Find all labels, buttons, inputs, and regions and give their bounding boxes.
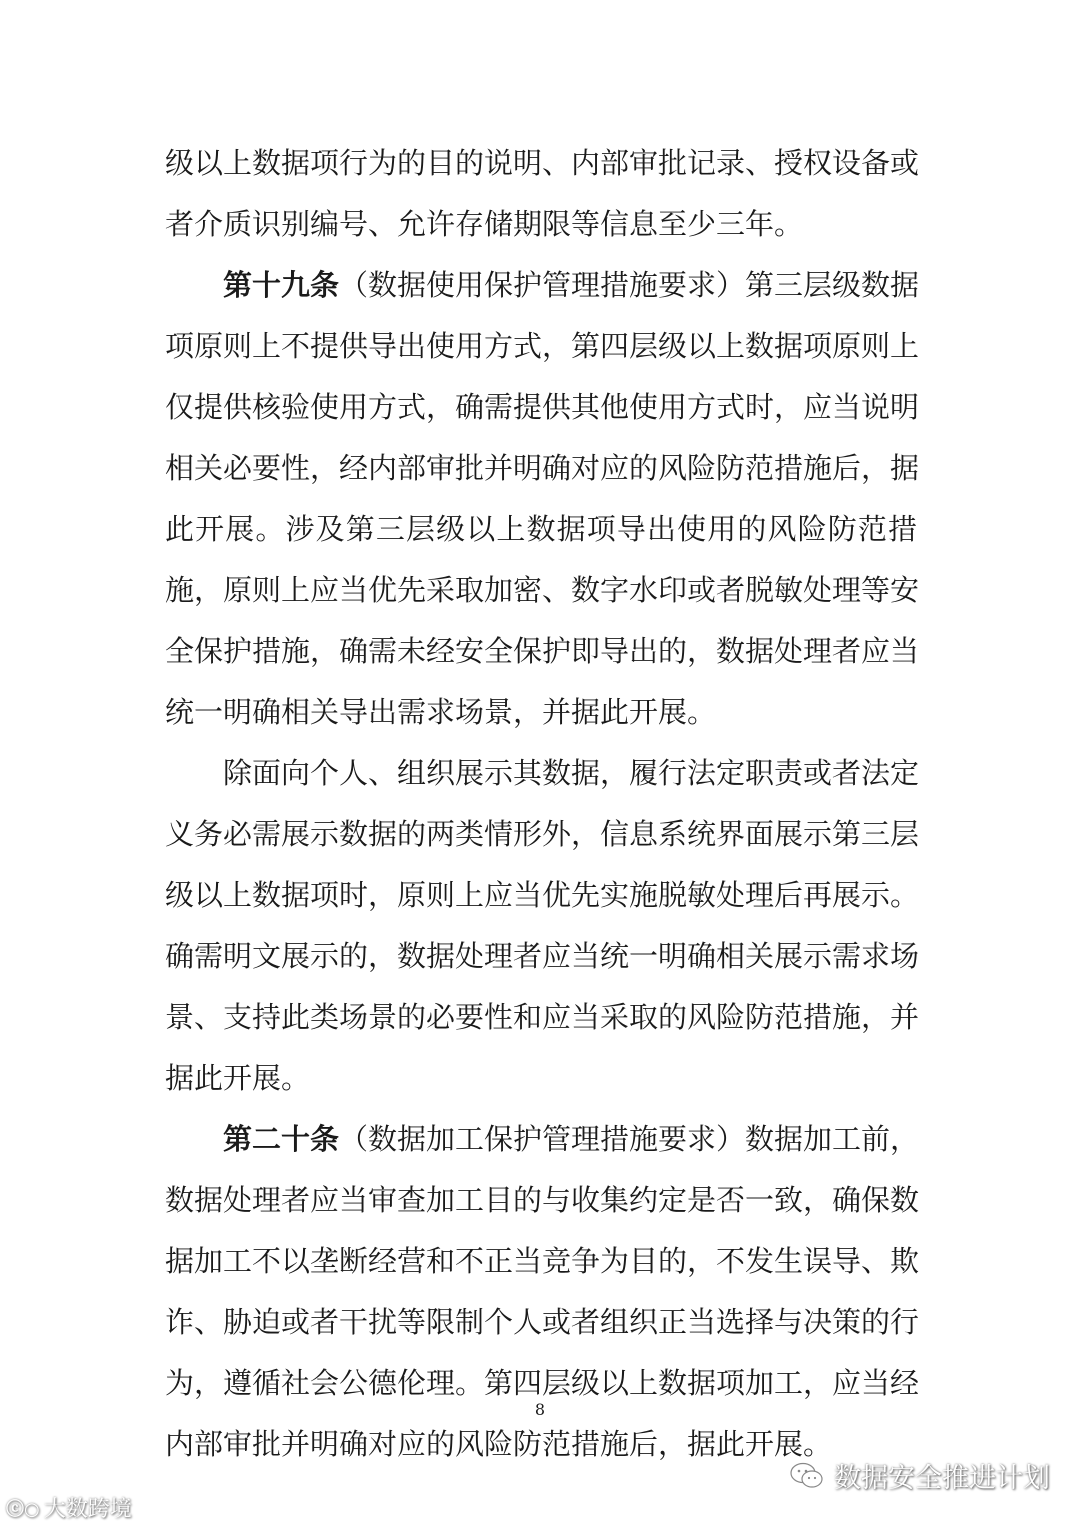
text-line (165, 377, 920, 438)
line-text: 据此开展。 (165, 1061, 311, 1095)
text-line (165, 682, 917, 743)
text-line (165, 1292, 920, 1353)
line-text: 项原则上不提供导出使用方式，第四层级以上数据项原则上 (165, 329, 920, 363)
line-text: 施，原则上应当优先采取加密、数字水印或者脱敏处理等安 (165, 573, 920, 607)
wechat-logo-icon (790, 1462, 824, 1490)
line-text: 内部审批并明确对应的风险防范措施后，据此开展。 (165, 1427, 833, 1461)
line-text: 除面向个人、组织展示其数据，履行法定职责或者法定 (223, 756, 920, 790)
line-text: 确需明文展示的，数据处理者应当统一明确相关展示需求场 (165, 939, 920, 973)
line-text: 诈、胁迫或者干扰等限制个人或者组织正当选择与决策的行 (165, 1305, 920, 1339)
text-line (165, 133, 920, 194)
line-text: 义务必需展示数据的两类情形外，信息系统界面展示第三层 (165, 817, 920, 851)
line-text: 据加工不以垄断经营和不正当竞争为目的，不发生误导、欺 (165, 1244, 920, 1278)
article-number: 第十九条 (223, 268, 340, 302)
watermark-left (6, 1492, 132, 1523)
text-line (165, 438, 920, 499)
document-body (165, 133, 920, 1475)
line-text: 相关必要性，经内部审批并明确对应的风险防范措施后，据 (165, 451, 920, 485)
text-line (165, 1109, 920, 1170)
line-text: （数据加工保护管理措施要求）数据加工前， (339, 1122, 920, 1156)
line-text: 统一明确相关导出需求场景，并据此开展。 (165, 695, 717, 729)
article-number: 第二十条 (223, 1122, 340, 1156)
text-line (165, 804, 920, 865)
line-text: 全保护措施，确需未经安全保护即导出的，数据处理者应当 (165, 634, 920, 668)
line-text: 级以上数据项行为的目的说明、内部审批记录、授权设备或 (165, 146, 920, 180)
weibo-logo-icon: ⓒ○ (6, 1498, 40, 1520)
page-number: 8 (534, 1400, 546, 1419)
line-text: 景、支持此类场景的必要性和应当采取的风险防范措施，并 (165, 1000, 920, 1034)
line-text: 此开展。涉及第三层级以上数据项导出使用的风险防范措 (165, 512, 917, 546)
text-line (165, 1231, 920, 1292)
text-line (165, 316, 920, 377)
line-text: 仅提供核验使用方式，确需提供其他使用方式时，应当说明 (165, 390, 920, 424)
watermark-right (790, 1456, 1050, 1495)
watermark-right-text: 数据安全推进计划 (834, 1463, 1050, 1494)
text-line (165, 560, 920, 621)
watermark-left-text: 大数跨境 (43, 1497, 132, 1522)
text-line (165, 194, 917, 255)
line-text: 者介质识别编号、允许存储期限等信息至少三年。 (165, 207, 804, 241)
text-line (165, 1048, 917, 1109)
text-line (165, 255, 920, 316)
line-text: 级以上数据项时，原则上应当优先实施脱敏处理后再展示。 (165, 878, 920, 912)
text-line (165, 499, 917, 560)
line-text: 数据处理者应当审查加工目的与收集约定是否一致，确保数 (165, 1183, 920, 1217)
text-line (165, 621, 920, 682)
text-line (165, 865, 920, 926)
text-line (165, 743, 920, 804)
text-line (165, 987, 920, 1048)
text-line (165, 926, 920, 987)
line-text: 为，遵循社会公德伦理。第四层级以上数据项加工，应当经 (165, 1366, 920, 1400)
line-text: （数据使用保护管理措施要求）第三层级数据 (339, 268, 920, 302)
text-line (165, 1170, 920, 1231)
